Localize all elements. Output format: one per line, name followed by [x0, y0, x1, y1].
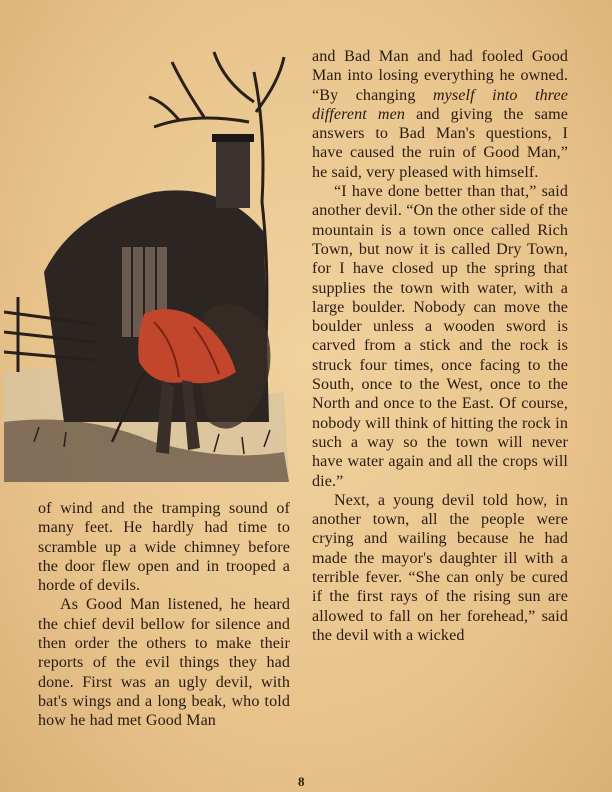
left-text-column	[38, 499, 290, 731]
right-text-column	[312, 47, 568, 645]
left-paragraph-2: As Good Man listened, he heard the chief devil bellow for silence and then order the others to make their reports of the evil things they had done. First was an ugly devil, with bat's wings and a long beak, who told how he had met Good Man	[38, 596, 290, 730]
right-paragraph-1-start: and Bad Man and had fooled Good Man into losing everything he owned. “By changing	[312, 48, 568, 104]
right-paragraph-3: Next, a young devil told how, in another town, all the people were crying and wailing because he had made the mayor's daughter ill with a terrible fever. “She can only be cured if the first rays of the rising sun are allowed to fall on her forehead,” said the devil with a wicked	[312, 491, 568, 644]
left-paragraph-1: of wind and the tramping sound of many feet. He hardly had time to scramble up a wide chimney before the door flew open and in trooped a horde of devils.	[38, 500, 290, 595]
right-paragraph-1-italic: myself into three different men	[312, 86, 569, 123]
right-paragraph-1	[312, 47, 568, 182]
man-in-red-cloak-walking-to-hut-icon	[4, 42, 294, 482]
page-number: 8	[298, 774, 305, 789]
right-paragraph-2: “I have done better than that,” said another devil. “On the other side of the mountain is a town once called Rich Town, but now it is called Dry Town, for I have closed up the spring that supplies the town with water, with a large boulder. Nobody can move the boulder unless a wooden sword is carved from a stick and the rock is struck four times, once facing to the South, once to the West, once to the North and once to the East. Of course, nobody will think of hitting the rock in such a way so the town will never have water again and all the crops will die.”	[312, 183, 568, 490]
right-paragraph-1-end: and giving the same answers to Bad Man's questions, I have caused the ruin of Good Man,” he said, very pleased with himself.	[312, 105, 568, 181]
